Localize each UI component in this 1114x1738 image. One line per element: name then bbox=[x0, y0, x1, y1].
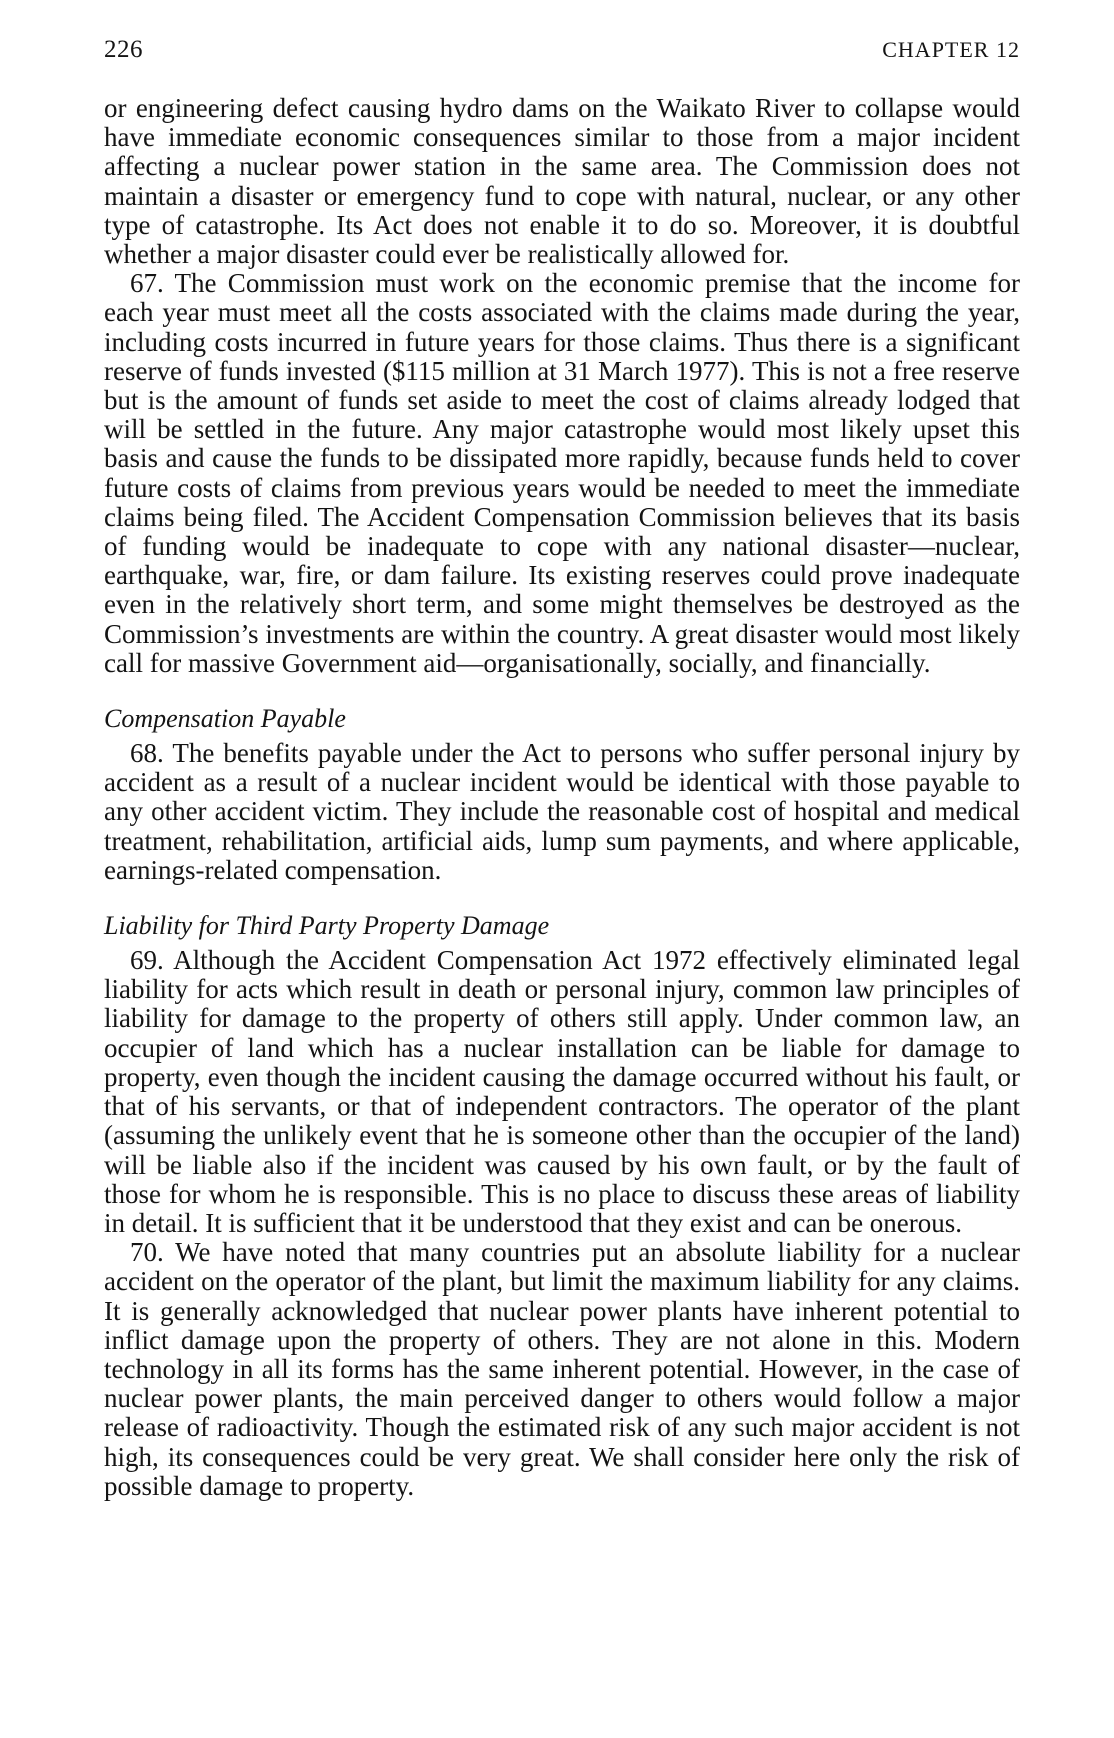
paragraph-67: 67. The Commission must work on the economic premise that the income for each year must meet all the costs associated with the claims made during the year, including costs incurred in future years for those claims. Thus there is a significant reserve of funds invested ($115 million at 31 March 1977). This is not a free reserve but is the amount of funds set aside to meet the cost of claims already lodged that will be settled in the future. Any major catastrophe would most likely upset this basis and cause the funds to be dissipated more rapidly, because funds held to cover future costs of claims from previous years would be needed to meet the immediate claims being filed. The Accident Compensation Commission believes that its basis of funding would be inadequate to cope with any national disaster—nuclear, earthquake, war, fire, or dam failure. Its existing reserves could prove inadequate even in the relatively short term, and some might themselves be destroyed as the Commission’s investments are within the country. A great disaster would most likely call for massive Government aid—organisationally, socially, and financially. bbox=[104, 268, 1020, 678]
paragraph-70: 70. We have noted that many countries put an absolute liability for a nuclear accident on the operator of the plant, but limit the maximum liability for any claims. It is generally acknowledged that nuclear power plants have inherent potential to inflict damage upon the property of others. They are not alone in this. Modern technology in all its forms has the same inherent potential. However, in the case of nuclear power plants, the main perceived danger to others would follow a major release of radioactivity. Though the estimated risk of any such major accident is not high, its consequences could be very great. We shall consider here only the risk of possible damage to property. bbox=[104, 1237, 1020, 1501]
section-heading-third-party-liability: Liability for Third Party Property Damage bbox=[104, 911, 550, 941]
paragraph-continued: or engineering defect causing hydro dams on the Waikato River to collapse would have immediate economic consequences similar to those from a major incident affecting a nuclear power station in the same area. The Commission does not maintain a disaster or emergency fund to cope with natural, nuclear, or any other type of catastrophe. Its Act does not enable it to do so. Moreover, it is doubtful whether a major disaster could ever be realistically allowed for. bbox=[104, 93, 1020, 270]
paragraph-69: 69. Although the Accident Compensation Act 1972 effectively eliminated legal liability for acts which result in death or personal injury, common law principles of liability for damage to the property of others still apply. Under common law, an occupier of land which has a nuclear installation can be liable for damage to property, even though the incident causing the damage occurred without his fault, or that of his servants, or that of independent contractors. The operator of the plant (assuming the unlikely event that he is someone other than the occupier of the land) will be liable also if the incident was caused by his own fault, or by the fault of those for whom he is responsible. This is no place to discuss these areas of liability in detail. It is sufficient that it be understood that they exist and can be onerous. bbox=[104, 945, 1020, 1238]
page-number: 226 bbox=[104, 36, 143, 63]
running-header bbox=[104, 36, 1020, 64]
document-page bbox=[104, 36, 1020, 1501]
paragraph-68: 68. The benefits payable under the Act to persons who suffer personal injury by accident as a result of a nuclear incident would be identical with those payable to any other accident victim. They include the reasonable cost of hospital and medical treatment, rehabilitation, artificial aids, lump sum payments, and where applicable, earnings-related compensation. bbox=[104, 738, 1020, 885]
chapter-label: CHAPTER 12 bbox=[882, 37, 1020, 62]
section-heading-compensation-payable: Compensation Payable bbox=[104, 704, 346, 734]
